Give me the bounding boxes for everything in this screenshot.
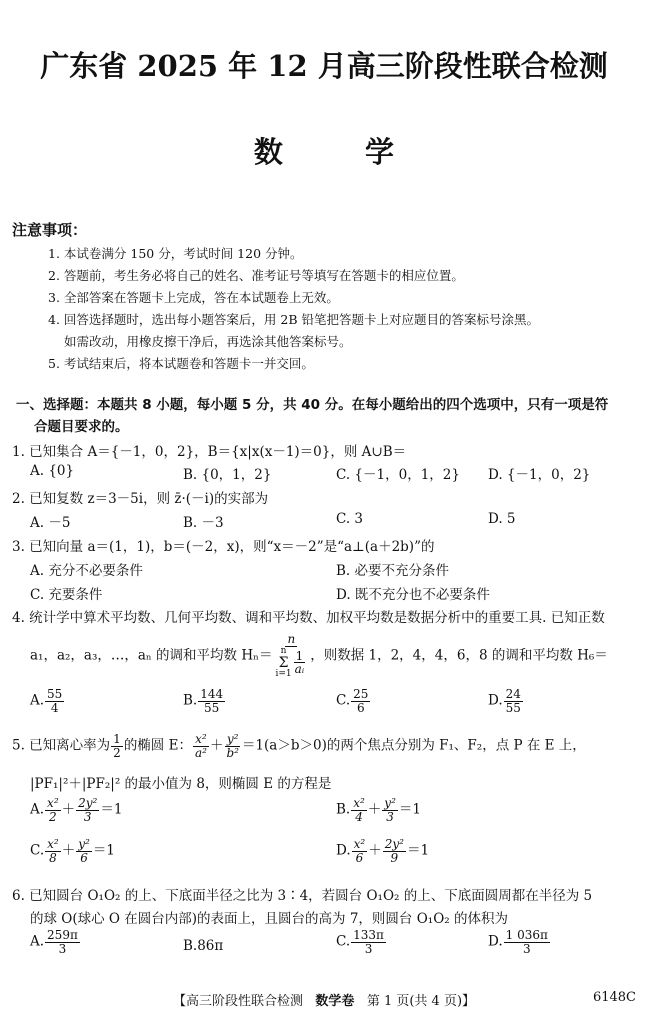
q3-option-c: C. 充要条件 — [30, 587, 103, 603]
question-5-stem-cont: |PF₁|²＋|PF₂|² 的最小值为 8，则椭圆 E 的方程是 — [30, 776, 332, 792]
q5-option-d: D. $\frac{\text{x²}}{6}$ ＋ $\frac{\text{2y²}}{9}$ ＝1 — [336, 837, 430, 865]
subject-char: 数 — [253, 135, 283, 169]
subject-char: 学 — [365, 135, 395, 169]
footer-exam: 高三阶段性联合检测 — [185, 994, 303, 1009]
notice-item: 1. 本试卷满分 150 分，考试时间 120 分钟。 — [48, 246, 303, 261]
subject-title — [0, 130, 648, 171]
question-6-stem: 6. 已知圆台 O₁O₂ 的上、下底面半径之比为 3∶4，若圆台 O₁O₂ 的上、下底面圆周都在半径为 5 — [12, 888, 593, 904]
q1-option-c: C. {－1，0，1，2} — [336, 467, 460, 483]
q6-option-d: D. $\frac{1 036\pi}{3}$ — [488, 928, 548, 956]
section-heading-cont: 合题目要求的。 — [34, 419, 129, 435]
notice-item: 3. 全部答案在答题卡上完成，答在本试题卷上无效。 — [48, 290, 339, 305]
q1-option-b: B. {0，1，2} — [183, 467, 272, 483]
q6-option-a: A. $\frac{259\pi}{3}$ — [30, 928, 78, 956]
q3-option-a: A. 充分不必要条件 — [30, 563, 143, 579]
q4-option-d: D. $\frac{24}{55}$ — [488, 687, 521, 715]
q1-option-a: A. {0} — [30, 463, 75, 479]
page-number: 第 1 页(共 4 页) — [366, 994, 463, 1009]
q2-option-b: B. －3 — [183, 515, 224, 531]
q3-option-d: D. 既不充分也不必要条件 — [336, 587, 490, 603]
q5-option-a: A. $\frac{\text{x²}}{2}$ ＋ $\frac{\text{2y²}}{3}$ ＝1 — [30, 796, 123, 824]
question-3-stem: 3. 已知向量 a＝(1，1)，b＝(－2，x)，则“x＝－2”是“a⊥(a＋2b)”的 — [12, 539, 435, 555]
q5-option-b: B. $\frac{\text{x²}}{4}$ ＋ $\frac{\text{y²}}{3}$ ＝1 — [336, 796, 421, 824]
notice-item: 4. 回答选择题时，选出每小题答案后，用 2B 铅笔把答题卡上对应题目的答案标号涂黑。 — [48, 312, 539, 327]
footer-subject: 数学卷 — [315, 994, 355, 1009]
question-4-stem-formula: a₁，a₂，a₃，…，aₙ 的调和平均数 Hₙ＝ n n Σ i=1 $\frac{1}{\text{aᵢ}}$ ，则数据 1，2，4，4，6，8 的调和平均数 H₆＝ — [30, 632, 608, 679]
notice-item: 2. 答题前，考生务必将自己的姓名、准考证号等填写在答题卡的相应位置。 — [48, 268, 464, 283]
q2-option-a: A. －5 — [30, 515, 71, 531]
q3-option-b: B. 必要不充分条件 — [336, 563, 450, 579]
harmonic-mean-formula: n n Σ i=1 $\frac{1}{\text{aᵢ}}$ — [275, 632, 305, 679]
q2-option-d: D. 5 — [488, 511, 516, 527]
q4-option-b: B. $\frac{144}{55}$ — [183, 687, 224, 715]
q6-option-c: C. $\frac{133\pi}{3}$ — [336, 928, 384, 956]
notice-heading: 注意事项： — [12, 221, 88, 239]
question-4-stem: 4. 统计学中算术平均数、几何平均数、调和平均数、加权平均数是数据分析中的重要工具. 已知正数 — [12, 610, 605, 626]
q6-option-b: B.86π — [183, 938, 224, 954]
q1-option-d: D. {－1，0，2} — [488, 467, 591, 483]
question-5-stem: 5. 已知离心率为 $\frac{1}{2}$ 的椭圆 E： $\frac{\text{x²}}{\text{a²}}$ ＋ $\frac{\text{y²}}{\text{b²}}$ ＝1(a＞b＞0)的两个焦点分别为 F₁、F₂，点 P 在 E 上， — [12, 732, 586, 760]
notice-item: 如需改动，用橡皮擦干净后，再选涂其他答案标号。 — [64, 334, 352, 349]
question-1-stem: 1. 已知集合 A＝{－1，0，2}，B＝{x|x(x－1)＝0}，则 A∪B＝ — [12, 444, 407, 460]
notice-item: 5. 考试结束后，将本试题卷和答题卡一并交回。 — [48, 356, 314, 371]
question-6-stem-cont: 的球 O(球心 O 在圆台内部)的表面上，且圆台的高为 7，则圆台 O₁O₂ 的体积为 — [30, 911, 508, 927]
section-heading: 一、选择题：本题共 8 小题，每小题 5 分，共 40 分。在每小题给出的四个选项中，只有一项是符 — [16, 397, 609, 413]
exam-code: 6148C — [592, 990, 636, 1005]
q4-option-a: A. $\frac{55}{4}$ — [30, 687, 63, 715]
q2-option-c: C. 3 — [336, 511, 364, 527]
page-footer: 【高三阶段性联合检测 数学卷 第 1 页(共 4 页)】 — [172, 994, 476, 1009]
exam-title: 广东省 2025 年 12 月高三阶段性联合检测 — [40, 49, 608, 83]
q5-option-c: C. $\frac{\text{x²}}{8}$ ＋ $\frac{\text{y²}}{6}$ ＝1 — [30, 837, 115, 865]
question-2-stem: 2. 已知复数 z＝3－5i，则 z̄·(－i)的实部为 — [12, 491, 269, 507]
q4-option-c: C. $\frac{25}{6}$ — [336, 687, 369, 715]
